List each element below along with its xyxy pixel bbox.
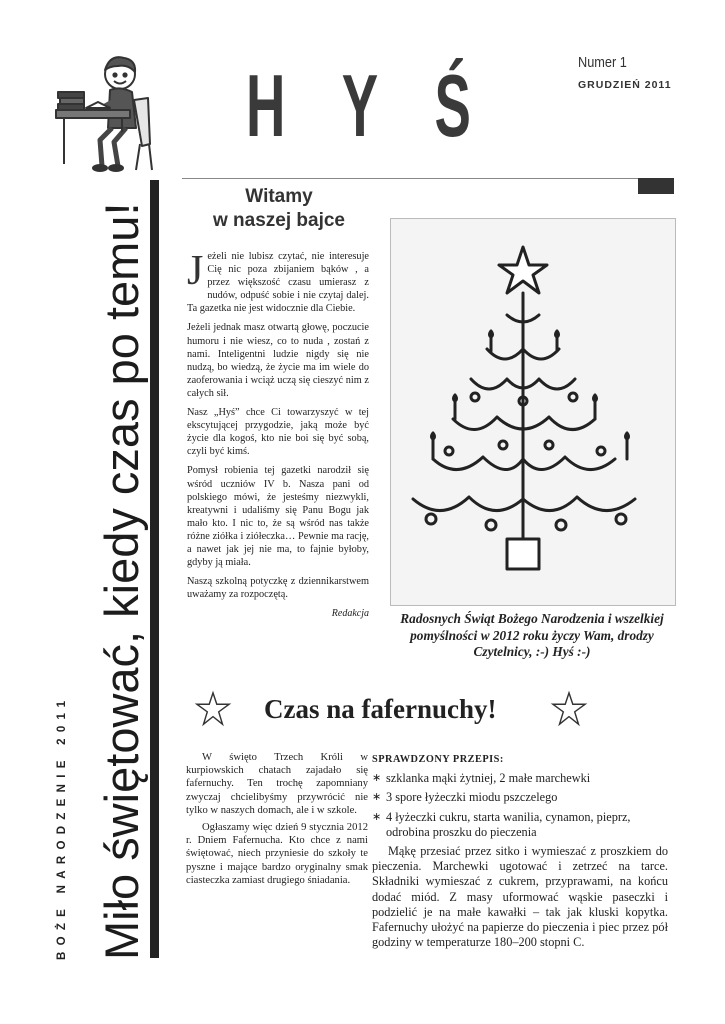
welcome-paragraph [187,250,369,315]
fafernuchy-intro [186,751,368,891]
welcome-paragraph-2: Jeżeli jednak masz otwartą głowę, poczucie humoru i nie wiesz, co to nuda , zostań z nami. Inteligentni ludzie nigdy się nie nudzą, bo wiedzą, że życie ma im wiele do zaoferowania i wciąż uczą się cieszyć nim z całych sił. [187,322,369,399]
welcome-paragraph-1: eżeli nie lubisz czytać, nie interesuje Cię nic poza zbijaniem bąków , a przez większość czasu umierasz z nudów, odpuść sobie i nie czytaj dalej. Ta gazetka nie jest widocznie dla Ciebie. [187,251,369,315]
issue-date: GRUDZIEŃ 2011 [578,79,672,91]
ingredient-item [372,790,668,805]
drop-cap: J [187,248,204,294]
welcome-article [187,250,369,620]
christmas-tree-drawing [390,218,676,606]
tree-caption: Radosnych Świąt Bożego Narodzenia i wszelkiej pomyślności w 2012 roku życzy Wam, drodzy Czytelnicy, :-) Hyś :-) [400,611,664,659]
issue-number: Numer 1 [578,54,627,71]
ingredient-item [372,771,668,786]
bullet-icon: ∗ [372,791,382,804]
fafernuchy-paragraph-1: W święto Trzech Króli w kurpiowskich chatach zajadało się fafernuchy. Ten trochę zapomniany zwyczaj chcielibyśmy przywrócić nie tylko w naszych domach, ale i w szkole. [186,752,368,816]
vertical-headline: Miło świętować, kiedy czas po temu! [95,202,148,960]
welcome-paragraph-5: Naszą szkolną potyczkę z dziennikarstwem uważamy za rozpoczętą. [187,576,369,601]
ingredient-item [372,810,668,840]
header-rule [182,178,662,179]
recipe-heading: SPRAWDZONY PRZEPIS: [372,754,504,765]
welcome-heading-line2: w naszej bajce [212,210,345,231]
vertical-subline: BOŻE NARODZENIE 2011 [56,694,68,960]
star-outline-icon [194,690,232,728]
christmas-tree-icon [391,219,675,605]
star-outline-icon [550,690,588,728]
fafernuchy-paragraph-2: Ogłaszamy więc dzień 9 stycznia 2012 r. Dniem Fafernucha. Kto chce z nami świętować, niech przyniesie do szkoły te pyszne i mające bardzo oryginalny smak ciasteczka zamiast drugiego śniadania. [186,822,368,886]
ingredient-list [372,771,668,840]
recipe-method: Mąkę przesiać przez sitko i wymieszać z proszkiem do pieczenia. Marchewki ugotować i zetrzeć na tarce. Składniki wymieszać z cukrem, przyprawami, na końcu dodać miód. Z masy uformować wąskie paseczki i podzielić je na małe kawałki – tak jak kluski kopytka. Fafernuchy ułożyć na papierze do pieczenia i piec przez pół godziny w temperaturze 180–200 stopni C. [372,844,668,950]
welcome-paragraph-3: Nasz „Hyś” chce Ci towarzyszyć w tej ekscytującej przygodzie, jaką może być życie dla kogoś, kto nie boi się być sobą, czyli być kimś. [187,407,369,458]
bullet-icon: ∗ [372,772,382,785]
header-tab-block [638,178,674,194]
fafernuchy-heading: Czas na fafernuchy! [264,694,497,724]
recipe [372,752,668,950]
welcome-paragraph-4: Pomysł robienia tej gazetki narodził się wśród uczniów IV b. Nasza pani od polskiego mówi, że jesteśmy niezwykli, kreatywni i udaliśmy się Panu Bogu jak mało kto. I nic to, że są wśród nas także różne ziółka i ziółeczka… Pewnie ma rację, a nawet jak jej nie ma, to fajnie byłoby, gdyby ją miała. [187,465,369,569]
boy-at-desk-illustration [52,44,182,174]
bullet-icon: ∗ [372,810,382,823]
welcome-heading-line1: Witamy [245,186,313,207]
welcome-heading [184,185,374,233]
ingredient-text: 4 łyżeczki cukru, starta wanilia, cynamon, pieprz, odrobina proszku do pieczenia [386,809,631,839]
masthead-title: H Y Ś [246,56,492,155]
ingredient-text: 3 spore łyżeczki miodu pszczelego [386,790,558,805]
signature: Redakcja [331,608,369,620]
ingredient-text: szklanka mąki żytniej, 2 małe marchewki [386,771,591,786]
